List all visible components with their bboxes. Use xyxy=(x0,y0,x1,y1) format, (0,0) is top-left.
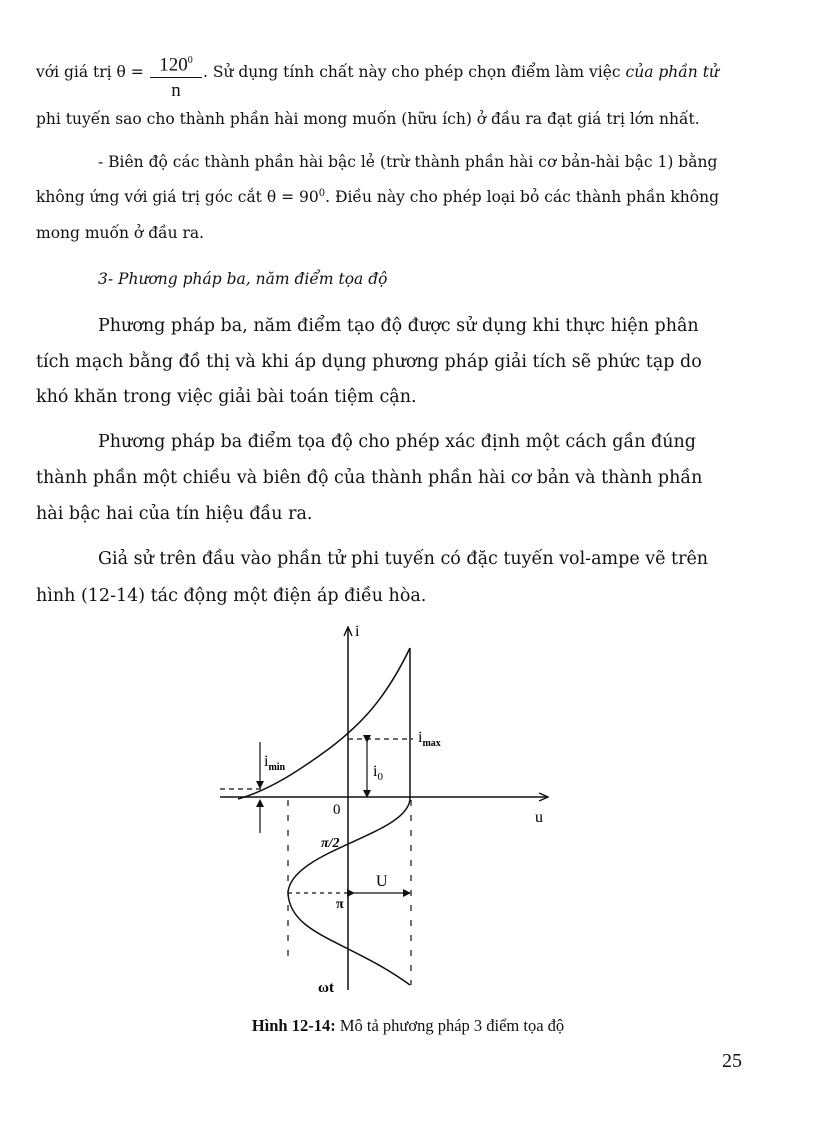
para1-line1-prefix xyxy=(36,63,144,81)
fraction-numerator: $120^0$ xyxy=(159,54,193,76)
label-imin: $i_{min}$ xyxy=(264,753,286,773)
fraction-denominator: n xyxy=(171,80,181,102)
para4-line1: Phương pháp ba điểm tọa độ cho phép xác định một cách gần đúng xyxy=(98,432,696,452)
page-number: 25 xyxy=(722,1050,742,1072)
label-u: u xyxy=(535,809,543,826)
label-imax: $i_{max}$ xyxy=(418,729,441,749)
section-heading: 3- Phương pháp ba, năm điểm tọa độ xyxy=(98,270,388,288)
fraction-bar xyxy=(150,77,202,78)
para3-line1: Phương pháp ba, năm điểm tạo độ được sử dụng khi thực hiện phân xyxy=(98,316,699,336)
fraction-120-over-n xyxy=(150,50,202,102)
figure-12-14-diagram xyxy=(200,620,580,1010)
para2-line1: - Biên độ các thành phần hài bậc lẻ (trừ thành phần hài cơ bản-hài bậc 1) bằng xyxy=(98,153,718,171)
label-pi: π xyxy=(336,897,344,912)
para5-line1: Giả sử trên đầu vào phần tử phi tuyến có đặc tuyến vol-ampe vẽ trên xyxy=(98,549,709,569)
para2-line2: không ứng với giá trị góc cắt $\theta = 90^0$. Điều này cho phép loại bỏ các thành phần không xyxy=(36,188,720,207)
para3-line3: khó khăn trong việc giải bài toán tiệm cận. xyxy=(36,387,417,407)
figure-caption xyxy=(0,1016,816,1036)
para4-line3: hài bậc hai của tín hiệu đầu ra. xyxy=(36,504,313,524)
volt-ampere-curve xyxy=(238,648,410,799)
theta-label: với giá trị θ = xyxy=(36,63,144,81)
caption-label: Hình 12-14: xyxy=(251,1016,336,1035)
para2-line3: mong muốn ở đầu ra. xyxy=(36,224,205,242)
label-pi-half: π/2 xyxy=(321,836,340,851)
label-omega-t: ωt xyxy=(318,980,334,996)
caption-text: Mô tả phương pháp 3 điểm tọa độ xyxy=(335,1016,565,1035)
para1-line1-suffix: . Sử dụng tính chất này cho phép chọn điểm làm việc của phần tử xyxy=(203,63,719,81)
para3-line2: tích mạch bằng đồ thị và khi áp dụng phương pháp giải tích sẽ phức tạp do xyxy=(36,352,702,372)
para1-line2: phi tuyến sao cho thành phần hài mong muốn (hữu ích) ở đầu ra đạt giá trị lớn nhất. xyxy=(36,110,700,128)
label-zero: 0 xyxy=(333,802,341,818)
label-i: i xyxy=(355,623,360,640)
input-sinusoid xyxy=(288,798,410,985)
label-i0: $i_0$ xyxy=(373,763,383,783)
label-U: U xyxy=(376,873,388,890)
para5-line2: hình (12-14) tác động một điện áp điều hòa. xyxy=(36,586,427,606)
para4-line2: thành phần một chiều và biên độ của thành phần hài cơ bản và thành phần xyxy=(36,468,703,488)
